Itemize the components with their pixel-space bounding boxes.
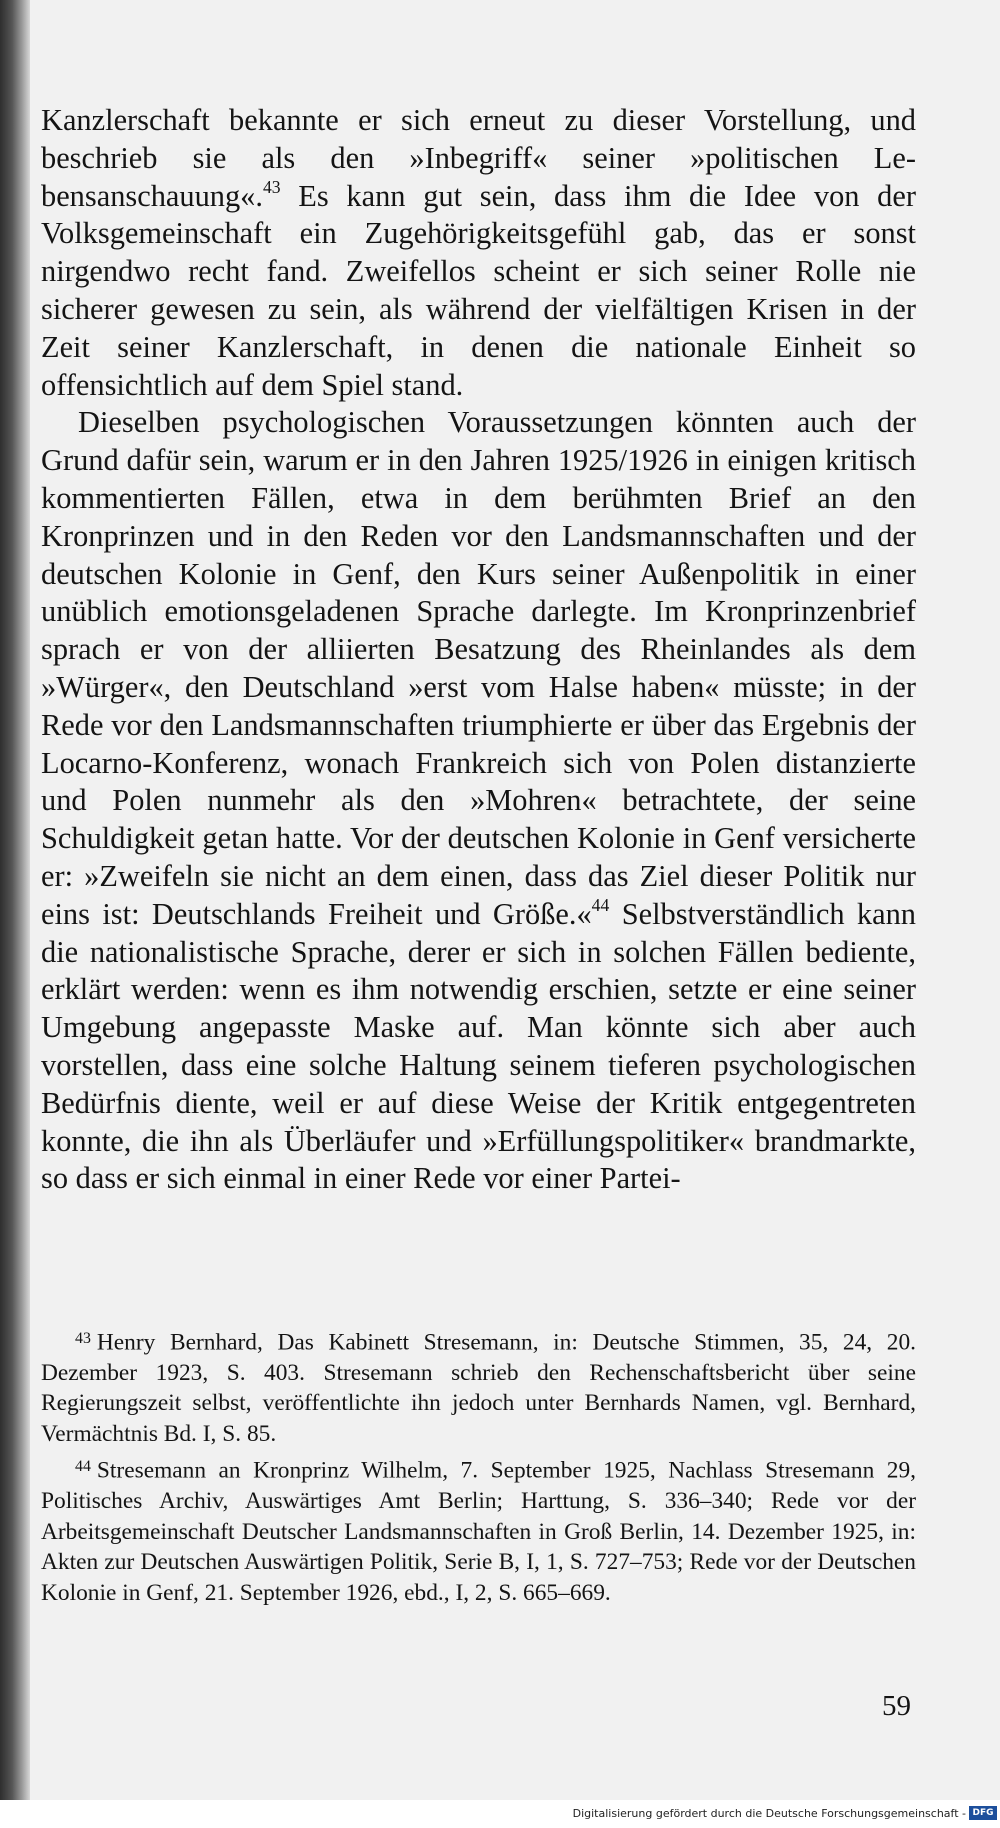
footnote-ref-44: 44: [591, 894, 610, 915]
footnote-text: Stresemann an Kronprinz Wilhelm, 7. September 1925, Nachlass Stresemann 29, Politisches Archiv, Auswärtiges Amt Berlin; Harttung, S. 336–340; Rede vor der Arbeitsgemeinschaft Deutscher Landsmannschaften in Groß Berlin, 14. Dezember 1925, in: Akten zur Deutschen Auswärtigen Politik, Serie B, I, 1, S. 727–753; Rede vor der Deutschen Kolonie in Genf, 21. September 1926, ebd., I, 2, S. 665–669.: [41, 1457, 916, 1606]
page-number: 59: [882, 1690, 911, 1722]
dfg-logo-icon: DFG: [969, 1806, 997, 1820]
digitization-credit-bar: [0, 1800, 1000, 1828]
paragraph-2-text-a: Dieselben psychologischen Voraussetzungen könnten auch der Grund dafür sein, warum er in den Jahren 1925/1926 in einigen kritisch kommentierten Fällen, etwa in dem berühmten Brief an den Kronprinzen und in den Reden vor den Landsmannschaften und der deutschen Kolonie in Genf, den Kurs seiner Außenpolitik in einer unüblich emotionsgeladenen Sprache darlegte. Im Kronprinzenbrief sprach er von der alliierten Besatzung des Rheinlandes als dem »Würger«, den Deutschland »erst vom Halse haben« müsste; in der Rede vor den Landsmannschaften triumphierte er über das Ergebnis der Locarno-Konferenz, wonach Frankreich sich von Polen distanzierte und Polen nunmehr als den »Mohren« betrachtete, der seine Schuldigkeit getan hatte. Vor der deutschen Kolonie in Genf versicherte er: »Zweifeln sie nicht an dem einen, dass das Ziel dieser Politik nur eins ist: Deutschlands Freiheit und Größe.«: [41, 405, 916, 931]
paragraph-1-text-b: Es kann gut sein, dass ihm die Idee von der Volksgemeinschaft ein Zugehörigkeitsgefühl gab, das er sonst nirgendwo recht fand. Zweifellos scheint er sich seiner Rolle nie sicherer gewesen zu sein, als während der vielfältigen Krisen in der Zeit seiner Kanzlerschaft, in denen die nationale Einheit so offensichtlich auf dem Spiel stand.: [41, 178, 916, 402]
footnote-number: 44: [75, 1458, 91, 1476]
book-page: [30, 0, 1000, 1800]
footnote-44: [41, 1452, 916, 1608]
footnote-text: Henry Bernhard, Das Kabinett Stresemann, in: Deutsche Stimmen, 35, 24, 20. Dezember 1923, S. 403. Stresemann schrieb den Rechenschaftsbericht über seine Regierungszeit selbst, veröffentlichte ihn jedoch unter Bernhards Namen, vgl. Bernhard, Vermächtnis Bd. I, S. 85.: [41, 1329, 916, 1447]
paragraph-2: [41, 404, 916, 1198]
paragraph-1: [41, 102, 916, 404]
footnotes: [41, 1324, 916, 1608]
footnote-43: [41, 1324, 916, 1449]
digitization-credit: Digitalisierung gefördert durch die Deutsche Forschungsgemeinschaft -: [572, 1807, 966, 1820]
footnote-ref-43: 43: [262, 176, 281, 197]
footnote-number: 43: [75, 1330, 91, 1347]
paragraph-1-text-a: Kanzlerschaft bekannte er sich erneut zu dieser Vorstellung, und beschrieb sie als den »Inbegriff« seiner »politischen Lebensanschauung«.: [41, 103, 916, 213]
book-spine-shadow: [0, 0, 30, 1828]
paragraph-2-text-b: Selbstverständlich kann die nationalistische Sprache, derer er sich in solchen Fällen bediente, erklärt werden: wenn es ihm notwendig erschien, setzte er eine seiner Umgebung angepasste Maske auf. Man könnte sich aber auch vorstellen, dass eine solche Haltung seinem tieferen psychologischen Bedürfnis diente, weil er auf diese Weise der Kritik entgegentreten konnte, die ihn als Überläufer und »Erfüllungspolitiker« brandmarkte, so dass er sich einmal in einer Rede vor einer Partei-: [41, 896, 916, 1196]
main-text: [41, 102, 916, 1198]
